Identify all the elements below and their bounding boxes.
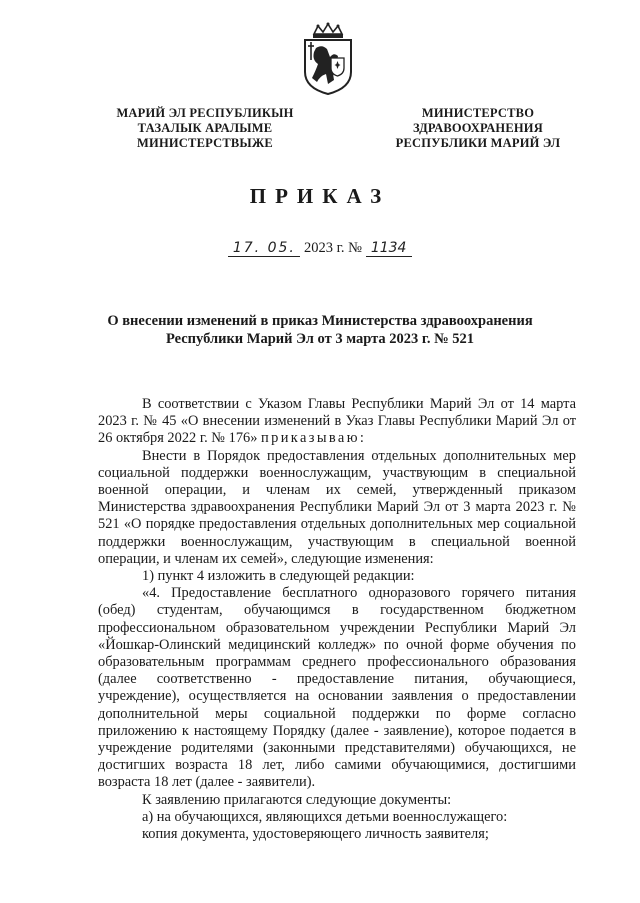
coat-of-arms-emblem (300, 22, 356, 96)
header-right-russian (378, 106, 578, 151)
document-body (98, 396, 576, 843)
paragraph-clause-4: «4. Предоставление бесплатного одноразового горячего питания (обед) студентам, обучающимся в государственном бюджетном профессиональном образовательном учреждении Республики Марий Эл «Йошкар-Олинский медицинский колледж» по очной форме обучения по образовательным программам среднего профессионального образования (далее соответственно - предоставление питания, обучающиеся, учреждение), осуществляется на основании заявления о предоставлении дополнительной меры социальной поддержки по форме согласно приложению к настоящему Порядку (далее - заявление), которое подается в учреждение родителями (законными представителями) обучающихся, не достигших возраста 18 лет, либо самими обучающимися, достигшими возраста 18 лет (далее - заявители). (98, 585, 576, 791)
order-word: приказываю: (261, 430, 367, 447)
paragraph-main-order: Внести в Порядок предоставления отдельных дополнительных мер социальной поддержки военнослужащим, участвующим в специальной военной операции, и членам их семей, утвержденный приказом Министерства здравоохранения Республики Марий Эл от 3 марта 2023 г. № 521 «О порядке предоставления отдельных дополнительных мер социальной поддержки военнослужащим, участвующим в специальной военной операции, и членам их семей», следующие изменения: (98, 447, 576, 567)
handwritten-number: 1134 (366, 240, 412, 257)
header-right-line: РЕСПУБЛИКИ МАРИЙ ЭЛ (395, 136, 561, 150)
header-left-line: МАРИЙ ЭЛ РЕСПУБЛИКЫН (116, 106, 294, 120)
paragraph-preamble (98, 396, 576, 448)
handwritten-date: 17. 05. (228, 240, 300, 257)
subject-line: Республики Марий Эл от 3 марта 2023 г. № 521 (165, 331, 475, 347)
header-left-line: МИНИСТЕРСТВЫЖЕ (137, 136, 273, 150)
header-right-line: ЗДРАВООХРАНЕНИЯ (413, 121, 543, 135)
paragraph-id-copy: копия документа, удостоверяющего личность заявителя; (142, 826, 489, 843)
header-right-line: МИНИСТЕРСТВО (421, 106, 535, 120)
document-subject (90, 312, 550, 348)
paragraph-subitem-a: а) на обучающихся, являющихся детьми военнослужащего: (142, 808, 508, 825)
header-left-mari (100, 106, 310, 151)
subject-line: О внесении изменений в приказ Министерства здравоохранения (107, 313, 533, 329)
paragraph-item-1: 1) пункт 4 изложить в следующей редакции: (142, 568, 415, 585)
header-left-line: ТАЗАЛЫК АРАЛЫМЕ (137, 121, 273, 135)
preamble-text: В соответствии с Указом Главы Республики Марий Эл от 14 марта 2023 г. № 45 «О внесении изменений в Указ Главы Республики Марий Эл от 26 октября 2022 г. № 176» (98, 396, 576, 447)
paragraph-documents: К заявлению прилагаются следующие документы: (142, 791, 452, 808)
date-number-line (0, 240, 640, 257)
document-title: ПРИКАЗ (249, 184, 391, 208)
year-label: 2023 г. № (303, 240, 363, 256)
